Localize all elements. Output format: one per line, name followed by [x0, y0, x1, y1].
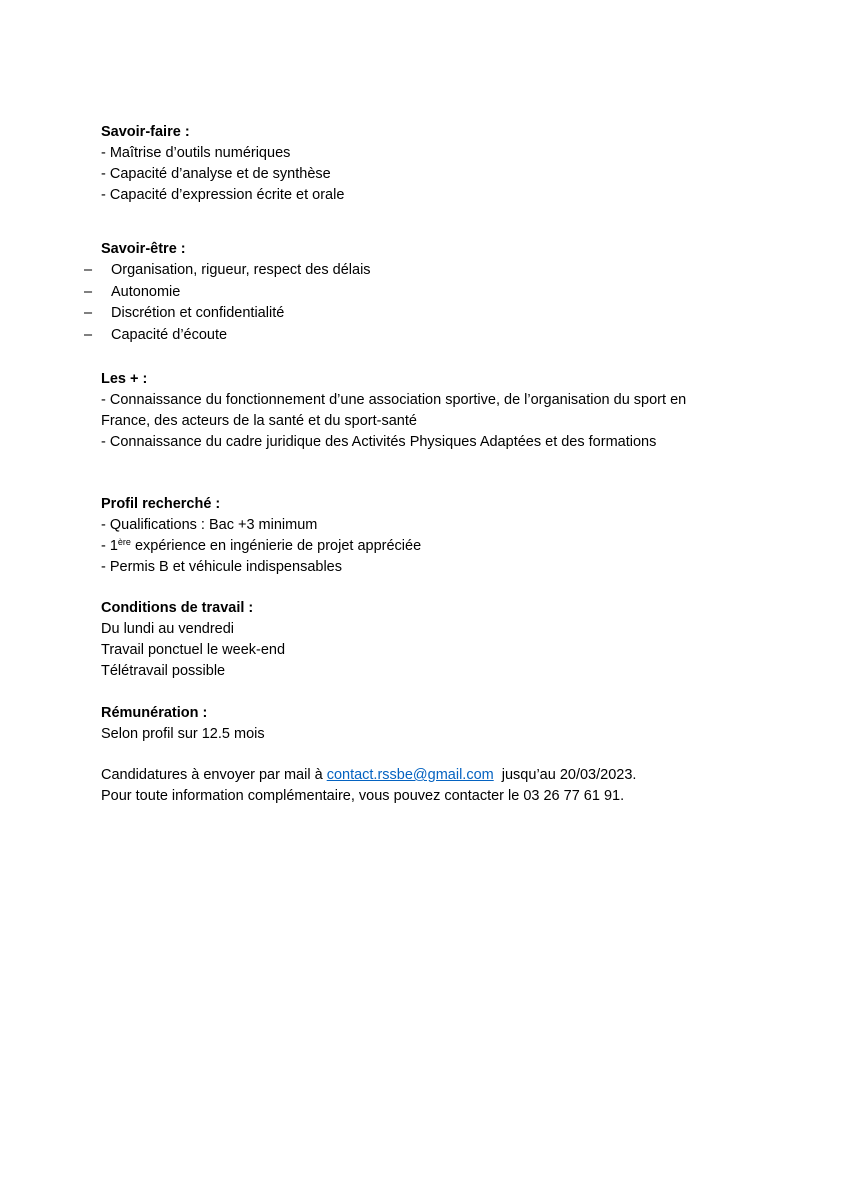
- savoir-etre-item: [84, 282, 761, 304]
- profil-item-superscript: ère: [117, 537, 131, 547]
- savoir-etre-item: [84, 260, 761, 282]
- savoir-etre-item-text: Autonomie: [111, 283, 181, 300]
- profil-item-prefix: - 1: [101, 538, 118, 554]
- profil-item-suffix: expérience en ingénierie de projet appréciée: [130, 538, 422, 554]
- savoir-etre-item-text: Discrétion et confidentialité: [111, 305, 285, 321]
- savoir-faire-item: - Capacité d’analyse et de synthèse: [101, 166, 331, 182]
- dash-bullet-icon: –: [84, 326, 93, 343]
- dash-bullet-icon: –: [84, 305, 93, 321]
- conditions-item: Télétravail possible: [101, 663, 226, 679]
- les-plus-heading: Les + :: [101, 371, 148, 387]
- les-plus-item-line: - Connaissance du fonctionnement d’une association sportive, de l’organisation du sport en: [101, 392, 687, 408]
- profil-section: [101, 494, 761, 578]
- profil-item: - Qualifications : Bac +3 minimum: [101, 517, 318, 533]
- conditions-heading: Conditions de travail :: [101, 600, 254, 616]
- profil-item: - Permis B et véhicule indispensables: [101, 559, 342, 575]
- savoir-etre-heading: Savoir-être :: [101, 241, 186, 257]
- les-plus-item-line: France, des acteurs de la santé et du sport-santé: [101, 413, 417, 429]
- remuneration-heading: Rémunération :: [101, 705, 208, 721]
- savoir-faire-section: [101, 122, 761, 206]
- profil-heading: Profil recherché :: [101, 496, 221, 512]
- dash-bullet-icon: –: [84, 262, 93, 278]
- conditions-section: [101, 598, 761, 682]
- les-plus-section: [101, 369, 761, 453]
- profil-item: [101, 536, 761, 557]
- savoir-etre-item: [84, 325, 761, 347]
- savoir-etre-section: [84, 239, 761, 346]
- savoir-etre-item-text: Organisation, rigueur, respect des délais: [111, 262, 371, 278]
- savoir-etre-item-text: Capacité d’écoute: [111, 326, 228, 343]
- conditions-item: Du lundi au vendredi: [101, 621, 235, 637]
- candidature-line: [101, 765, 761, 786]
- conditions-item: Travail ponctuel le week-end: [101, 642, 286, 658]
- candidature-section: [101, 765, 761, 807]
- savoir-faire-item: - Maîtrise d’outils numériques: [101, 145, 291, 161]
- email-link[interactable]: contact.rssbe@gmail.com: [326, 767, 494, 783]
- savoir-etre-item: [84, 303, 761, 325]
- remuneration-text: Selon profil sur 12.5 mois: [101, 726, 265, 742]
- savoir-faire-item: - Capacité d’expression écrite et orale: [101, 187, 345, 203]
- contact-info-line: Pour toute information complémentaire, vous pouvez contacter le 03 26 77 61 91.: [101, 788, 625, 804]
- les-plus-item: - Connaissance du cadre juridique des Activités Physiques Adaptées et des formations: [101, 434, 657, 450]
- remuneration-section: [101, 703, 761, 745]
- candidature-prefix: Candidatures à envoyer par mail à: [101, 767, 327, 783]
- savoir-faire-heading: Savoir-faire :: [101, 124, 190, 140]
- dash-bullet-icon: –: [84, 283, 93, 300]
- candidature-deadline: jusqu’au 20/03/2023.: [493, 767, 637, 783]
